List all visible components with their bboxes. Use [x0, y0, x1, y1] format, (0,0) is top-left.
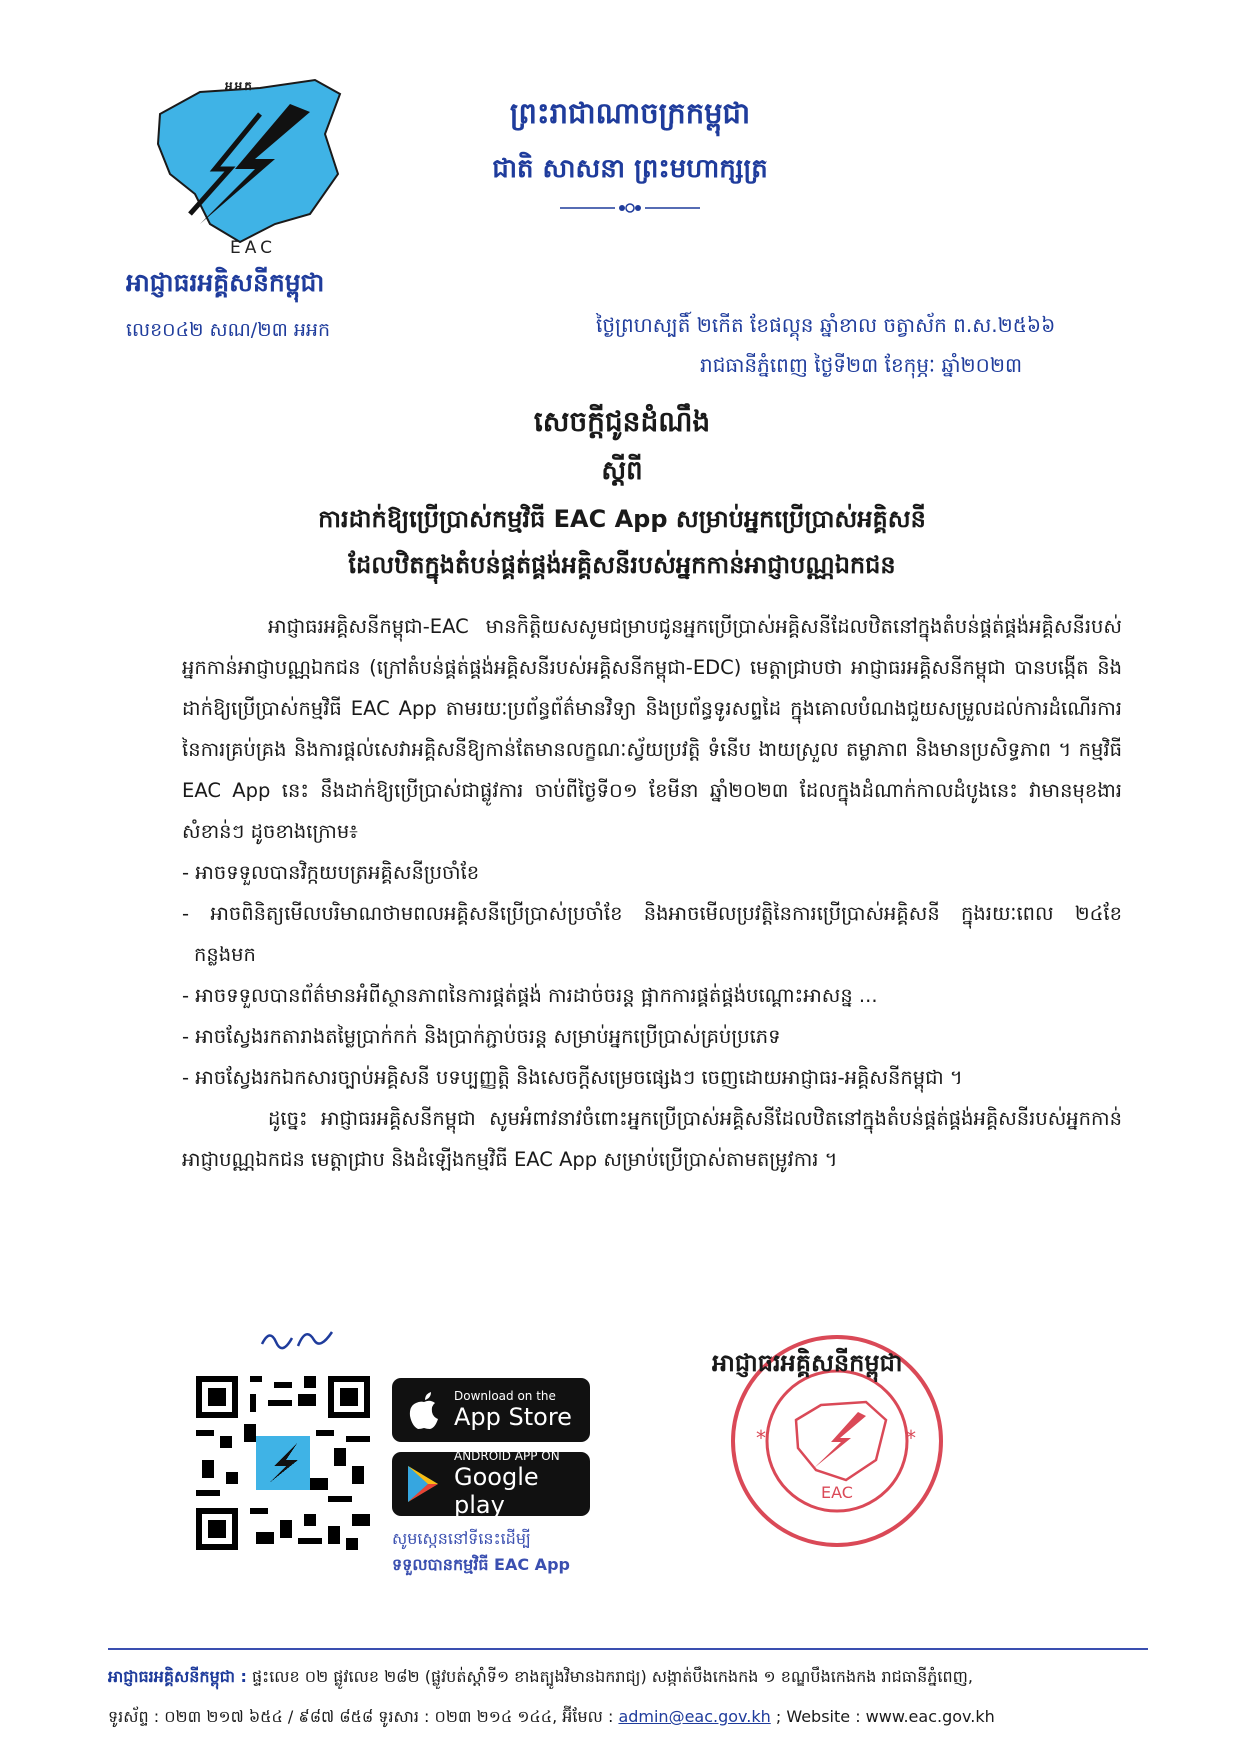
- footer-address-text: ផ្ទះលេខ ០២ ផ្លូវលេខ ២៨២ (ផ្លូវបត់ស្តាំទី១ ខាងត្បូងវិមានឯករាជ្យ) សង្កាត់បឹងកេងកង ១ ខណ្ឌបឹងកេងកង រាជធានីភ្នំពេញ,: [246, 1667, 973, 1686]
- initials-signature-icon: [258, 1324, 338, 1354]
- reference-number: លេខ០៤២ សណ/២៣ អអក: [126, 319, 331, 341]
- google-play-small-label: ANDROID APP ON: [454, 1449, 560, 1463]
- solar-date: រាជធានីភ្នំពេញ ថ្ងៃទី២៣ ខែកុម្ភៈ ឆ្នាំ២០២៣: [700, 353, 1023, 377]
- list-item: - អាចពិនិត្យមើលបរិមាណថាមពលអគ្គិសនីប្រើប្រាស់ប្រចាំខែ និងអាចមើលប្រវត្តិនៃការប្រើប្រាស់អគ្គិសនី ក្នុងរយៈពេល ២៤ខែ កន្លងមក: [182, 893, 1122, 975]
- about-label: ស្តីពី: [601, 456, 643, 486]
- feature-list: [182, 852, 1122, 1098]
- apple-icon: [404, 1388, 444, 1432]
- list-item: - អាចទទួលបានវិក្កយបត្រអគ្គិសនីប្រចាំខែ: [182, 852, 1122, 893]
- footer-divider: [108, 1648, 1148, 1650]
- svg-text:*: *: [756, 1426, 766, 1450]
- footer-email-link[interactable]: admin@eac.gov.kh: [618, 1707, 771, 1726]
- scan-instruction-line-2: ទទួលបានកម្មវិធី EAC App: [392, 1555, 570, 1574]
- body-paragraph-1: អាជ្ញាធរអគ្គិសនីកម្ពុជា-EAC មានកិត្តិយសសូមជម្រាបជូនអ្នកប្រើប្រាស់អគ្គិសនីដែលឋិតនៅក្នុងតំបន់ផ្គត់ផ្គង់អគ្គិសនីរបស់អ្នកកាន់អាជ្ញាបណ្ណឯកជន (ក្រៅតំបន់ផ្គត់ផ្គង់អគ្គិសនីរបស់អគ្គិសនីកម្ពុជា-EDC) មេត្តាជ្រាបថា អាជ្ញាធរអគ្គិសនីកម្ពុជា បានបង្កើត និងដាក់ឱ្យប្រើប្រាស់កម្មវិធី EAC App តាមរយៈប្រព័ន្ធព័ត៌មានវិទ្យា និងប្រព័ន្ធទូរសព្ទដៃ ក្នុងគោលបំណងជួយសម្រួលដល់ការដំណើរការនៃការគ្រប់គ្រង និងការផ្តល់សេវាអគ្គិសនីឱ្យកាន់តែមានលក្ខណៈស្វ័យប្រវត្តិ ទំនើប ងាយស្រួល តម្លាភាព និងមានប្រសិទ្ធភាព ។ កម្មវិធី EAC App នេះ នឹងដាក់ឱ្យប្រើប្រាស់ជាផ្លូវការ ចាប់ពីថ្ងៃទី០១ ខែមីនា ឆ្នាំ២០២៣ ដែលក្នុងដំណាក់កាលដំបូងនេះ វាមានមុខងារសំខាន់ៗ ដូចខាងក្រោម៖: [182, 615, 1122, 843]
- kingdom-title: ព្រះរាជាណាចក្រកម្ពុជា: [509, 96, 751, 130]
- notice-body: [182, 606, 1122, 1180]
- app-store-small-label: Download on the: [454, 1389, 556, 1403]
- app-store-text: [454, 1389, 572, 1431]
- scan-instruction-line-1: សូមស្កេននៅទីនេះដើម្បី: [392, 1529, 531, 1548]
- seal-text: EAC: [821, 1483, 853, 1502]
- authority-name: អាជ្ញាធរអគ្គិសនីកម្ពុជា: [126, 268, 325, 297]
- national-motto: ជាតិ សាសនា ព្រះមហាក្សត្រ: [492, 154, 768, 184]
- logo-mark-text: អអក: [225, 79, 254, 93]
- list-item: - អាចទទួលបានព័ត៌មានអំពីស្ថានភាពនៃការផ្គត់ផ្គង់ ការដាច់ចរន្ត ផ្អាកការផ្គត់ផ្គង់បណ្តោះអាសន្ន ...: [182, 975, 1122, 1016]
- body-paragraph-2: ដូច្នេះ អាជ្ញាធរអគ្គិសនីកម្ពុជា សូមអំពាវនាវចំពោះអ្នកប្រើប្រាស់អគ្គិសនីដែលឋិតនៅក្នុងតំបន់ផ្គត់ផ្គង់អគ្គិសនីរបស់អ្នកកាន់អាជ្ញាបណ្ណឯកជន មេត្តាជ្រាប និងដំឡើងកម្មវិធី EAC App សម្រាប់ប្រើប្រាស់តាមតម្រូវការ ។: [182, 1107, 1122, 1171]
- logo-caption: EAC: [230, 238, 276, 258]
- signer-name: អាជ្ញាធរអគ្គិសនីកម្ពុជា: [712, 1349, 903, 1377]
- google-play-icon: [404, 1462, 444, 1506]
- footer-phone: ទូរស័ព្ទ : ០២៣ ២១៧ ៦៥៤ / ៩៨៧ ៨៥៨ ទូរសារ : ០២៣ ២១៤ ១៤៤, អ៊ីមែល :: [108, 1707, 619, 1726]
- footer-contact: [108, 1706, 995, 1730]
- footer-website[interactable]: ; Website : www.eac.gov.kh: [770, 1707, 995, 1726]
- list-item: - អាចស្វែងរកតារាងតម្លៃប្រាក់កក់ និងប្រាក់ភ្ជាប់ចរន្ត សម្រាប់អ្នកប្រើប្រាស់គ្រប់ប្រភេទ: [182, 1016, 1122, 1057]
- subject-line-2: ដែលឋិតក្នុងតំបន់ផ្គត់ផ្គង់អគ្គិសនីរបស់អ្នកកាន់អាជ្ញាបណ្ណឯកជន: [348, 551, 896, 579]
- footer-address: [108, 1666, 973, 1690]
- subject-line-1: ការដាក់ឱ្យប្រើប្រាស់កម្មវិធី EAC App សម្រាប់អ្នកប្រើប្រាស់អគ្គិសនី: [318, 505, 926, 533]
- qr-code-icon[interactable]: [196, 1376, 370, 1550]
- ornament-divider-icon: [560, 200, 700, 216]
- notice-title: សេចក្តីជូនដំណឹង: [533, 405, 711, 438]
- eac-logo: [140, 74, 370, 260]
- google-play-text: [454, 1449, 590, 1519]
- app-store-button[interactable]: [392, 1378, 590, 1442]
- list-item: - អាចស្វែងរកឯកសារច្បាប់អគ្គិសនី បទប្បញ្ញត្តិ និងសេចក្តីសម្រេចផ្សេងៗ ចេញដោយអាជ្ញាធរ-អគ្គិសនីកម្ពុជា ។: [182, 1057, 1122, 1098]
- footer-org-label: អាជ្ញាធរអគ្គិសនីកម្ពុជា :: [108, 1667, 247, 1686]
- google-play-button[interactable]: [392, 1449, 590, 1519]
- svg-text:*: *: [906, 1426, 916, 1450]
- app-store-big-label: App Store: [454, 1403, 572, 1431]
- lunar-date: ថ្ងៃព្រហស្បតិ៍ ២កើត ខែផល្គុន ឆ្នាំខាល ចត្វាស័ក ព.ស.២៥៦៦: [596, 313, 1056, 337]
- google-play-big-label: Google play: [454, 1463, 539, 1519]
